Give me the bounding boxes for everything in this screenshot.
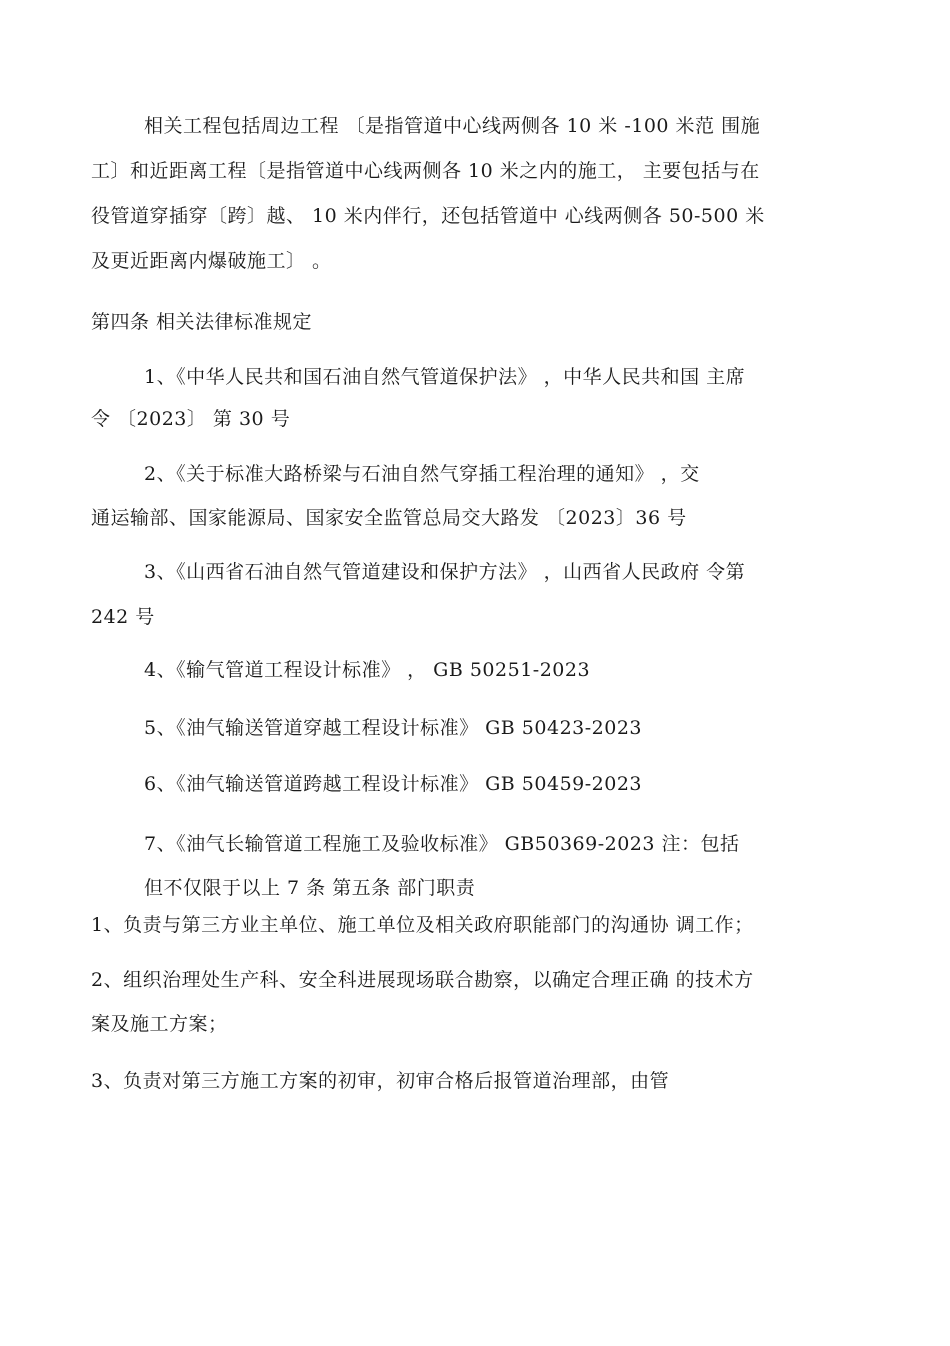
duty-item-2-line-2: 案及施工方案； (91, 1013, 228, 1035)
intro-line-1: 相关工程包括周边工程 〔是指管道中心线两侧各 10 米 -100 米范 围施 (144, 115, 761, 137)
intro-line-2: 工〕和近距离工程〔是指管道中心线两侧各 10 米之内的施工， 主要包括与在 (91, 160, 760, 182)
law-item-6: 6、《油气输送管道跨越工程设计标准》 GB 50459-2023 (144, 773, 643, 795)
duty-item-1: 1、负责与第三方业主单位、施工单位及相关政府职能部门的沟通协 调工作； (91, 914, 754, 936)
law-item-4: 4、《输气管道工程设计标准》 ， GB 50251-2023 (144, 659, 591, 681)
article-4-heading: 第四条 相关法律标准规定 (91, 311, 313, 333)
law-item-2-line-1: 2、《关于标准大路桥梁与石油自然气穿插工程治理的通知》 ，交 (144, 463, 700, 485)
law-item-5: 5、《油气输送管道穿越工程设计标准》 GB 50423-2023 (144, 717, 643, 739)
duty-item-2-line-1: 2、组织治理处生产科、安全科进展现场联合勘察，以确定合理正确 的技术方 (91, 969, 754, 991)
law-item-3-line-2: 242 号 (91, 606, 155, 628)
law-item-3-line-1: 3、《山西省石油自然气管道建设和保护方法》 ，山西省人民政府 令第 (144, 561, 746, 583)
intro-line-3: 役管道穿插穿〔跨〕越、 10 米内伴行，还包括管道中 心线两侧各 50-500 米 (91, 205, 765, 227)
law-item-7-line-2: 但不仅限于以上 7 条 第五条 部门职责 (144, 877, 476, 899)
intro-line-4: 及更近距离内爆破施工〕 。 (91, 250, 332, 272)
law-item-7-line-1: 7、《油气长输管道工程施工及验收标准》 GB50369-2023 注：包括 (144, 833, 740, 855)
law-item-1-line-1: 1、《中华人民共和国石油自然气管道保护法》 ，中华人民共和国 主席 (144, 366, 746, 388)
law-item-2-line-2: 通运输部、国家能源局、国家安全监管总局交大路发 〔2023〕36 号 (91, 507, 687, 529)
law-item-1-line-2: 令 〔2023〕 第 30 号 (91, 408, 291, 430)
duty-item-3: 3、负责对第三方施工方案的初审，初审合格后报管道治理部，由管 (91, 1070, 670, 1092)
